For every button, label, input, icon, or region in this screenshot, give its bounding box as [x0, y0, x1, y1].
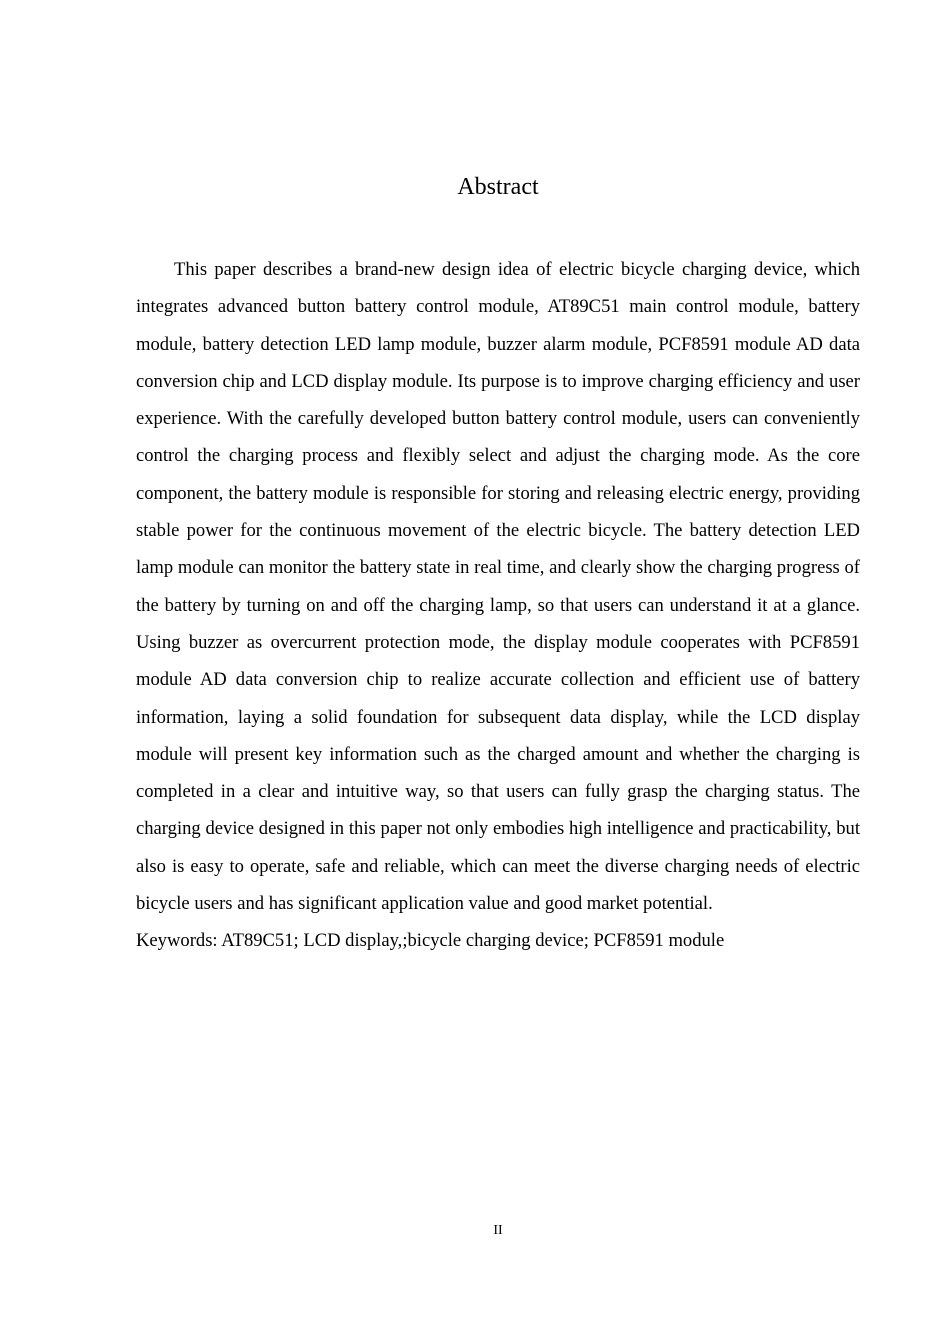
abstract-paragraph: This paper describes a brand-new design idea of electric bicycle charging device, which integrates advanced button battery control module, AT89C51 main control module, battery module, battery detection LED lamp module, buzzer alarm module, PCF8591 module AD data conversion chip and LCD display module. Its purpose is to improve charging efficiency and user experience. With the carefully developed button battery control module, users can conveniently control the charging process and flexibly select and adjust the charging mode. As the core component, the battery module is responsible for storing and releasing electric energy, providing stable power for the continuous movement of the electric bicycle. The battery detection LED lamp module can monitor the battery state in real time, and clearly show the charging progress of the battery by turning on and off the charging lamp, so that users can understand it at a glance. Using buzzer as overcurrent protection mode, the display module cooperates with PCF8591 module AD data conversion chip to realize accurate collection and efficient use of battery information, laying a solid foundation for subsequent data display, while the LCD display module will present key information such as the charged amount and whether the charging is completed in a clear and intuitive way, so that users can fully grasp the charging status. The charging device designed in this paper not only embodies high intelligence and practicability, but also is easy to operate, safe and reliable, which can meet the diverse charging needs of electric bicycle users and has significant application value and good market potential.	[136, 259, 860, 915]
abstract-body	[136, 251, 860, 960]
keywords-line: Keywords: AT89C51; LCD display,;bicycle charging device; PCF8591 module	[136, 930, 725, 952]
page-number: II	[493, 1223, 503, 1238]
abstract-title: Abstract	[457, 174, 539, 200]
